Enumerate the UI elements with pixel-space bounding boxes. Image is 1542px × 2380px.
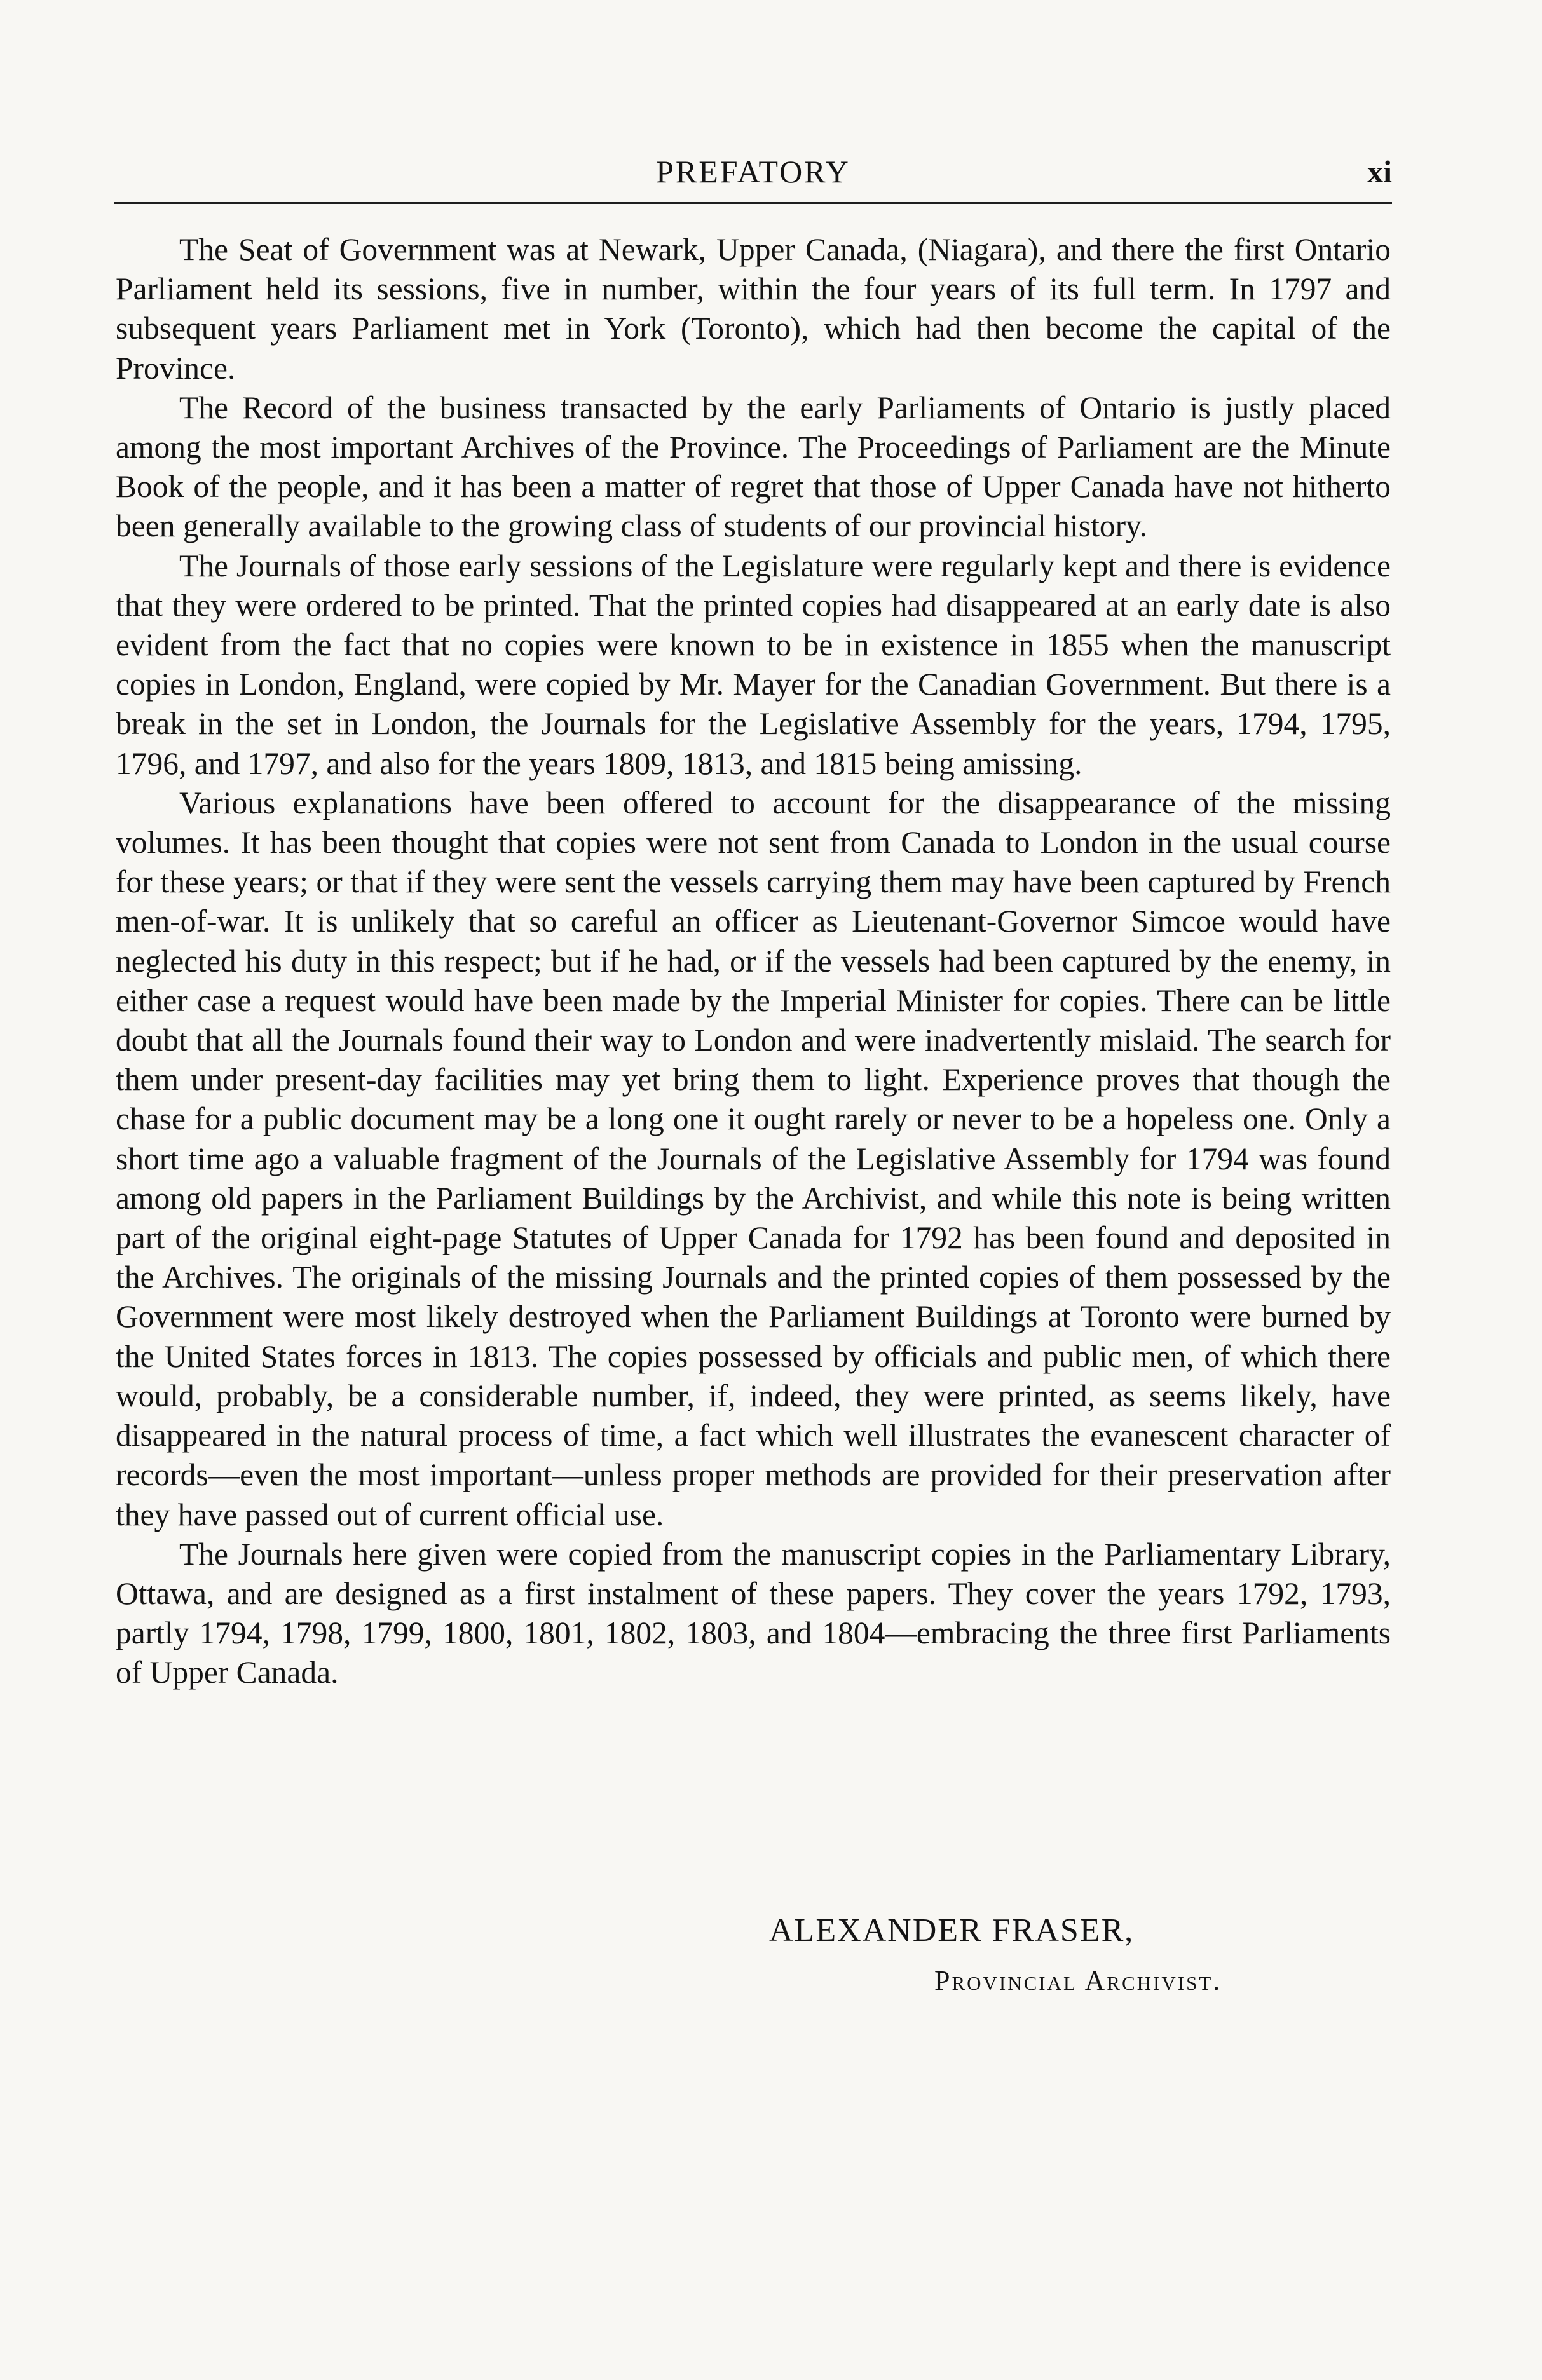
running-header-title: PREFATORY	[656, 154, 850, 189]
paragraph-record-of-business: The Record of the business transacted by the early Parliaments of Ontario is justly placed among the most important Archives of the Province. The Proceedings of Parliament are the Minute Book of the people, and it has been a matter of regret that those of Upper Canada have not hitherto been generally available to the growing class of students of our provincial history.	[116, 390, 1391, 544]
signature-block	[744, 1910, 1392, 1999]
signatory-title: Provincial Archivist.	[934, 1965, 1222, 1996]
body-text	[116, 230, 1391, 1693]
signatory-name: ALEXANDER FRASER,	[769, 1912, 1135, 1948]
paragraph-journals-printed: The Journals of those early sessions of the Legislature were regularly kept and there is evidence that they were ordered to be printed. That the printed copies had disappeared at an early date is also evident from the fact that no copies were known to be in existence in 1855 when the manuscript copies in London, England, were copied by Mr. Mayer for the Canadian Government. But there is a break in the set in London, the Journals for the Legislative Assembly for the years, 1794, 1795, 1796, and 1797, and also for the years 1809, 1813, and 1815 being amissing.	[116, 548, 1391, 781]
page-number: xi	[1367, 154, 1392, 189]
running-header	[114, 149, 1392, 200]
paragraph-journals-given: The Journals here given were copied from the manuscript copies in the Parliamentary Library, Ottawa, and are designed as a first instalment of these papers. They cover the years 1792, 1793, partly 1794, 1798, 1799, 1800, 1801, 1802, 1803, and 1804—embracing the three first Parliaments of Upper Canada.	[116, 1536, 1391, 1690]
header-rule	[114, 202, 1392, 204]
paragraph-missing-volumes: Various explanations have been offered to account for the disappearance of the missing volumes. It has been thought that copies were not sent from Canada to London in the usual course for these years; or that if they were sent the vessels carrying them may have been captured by French men-of-war. It is unlikely that so careful an officer as Lieutenant-Governor Simcoe would have neglected his duty in this respect; but if he had, or if the vessels had been captured by the enemy, in either case a request would have been made by the Imperial Minister for copies. There can be little doubt that all the Journals found their way to London and were inadvertently mislaid. The search for them under present-day facilities may yet bring them to light. Experience proves that though the chase for a public document may be a long one it ought rarely or never to be a hopeless one. Only a short time ago a valuable fragment of the Journals of the Legislative Assembly for 1794 was found among old papers in the Parliament Buildings by the Archivist, and while this note is being written part of the original eight-page Statutes of Upper Canada for 1792 has been found and deposited in the Archives. The originals of the missing Journals and the printed copies of them possessed by the Government were most likely destroyed when the Parliament Buildings at Toronto were burned by the United States forces in 1813. The copies possessed by officials and public men, of which there would, probably, be a considerable number, if, indeed, they were printed, as seems likely, have disappeared in the natural process of time, a fact which well illustrates the evanescent character of records—even the most important—unless proper methods are provided for their preservation after they have passed out of current official use.	[116, 785, 1391, 1532]
paragraph-seat-of-government: The Seat of Government was at Newark, Upper Canada, (Niagara), and there the first Ontario Parliament held its sessions, five in number, within the four years of its full term. In 1797 and subsequent years Parliament met in York (Toronto), which had then become the capital of the Province.	[116, 232, 1391, 386]
